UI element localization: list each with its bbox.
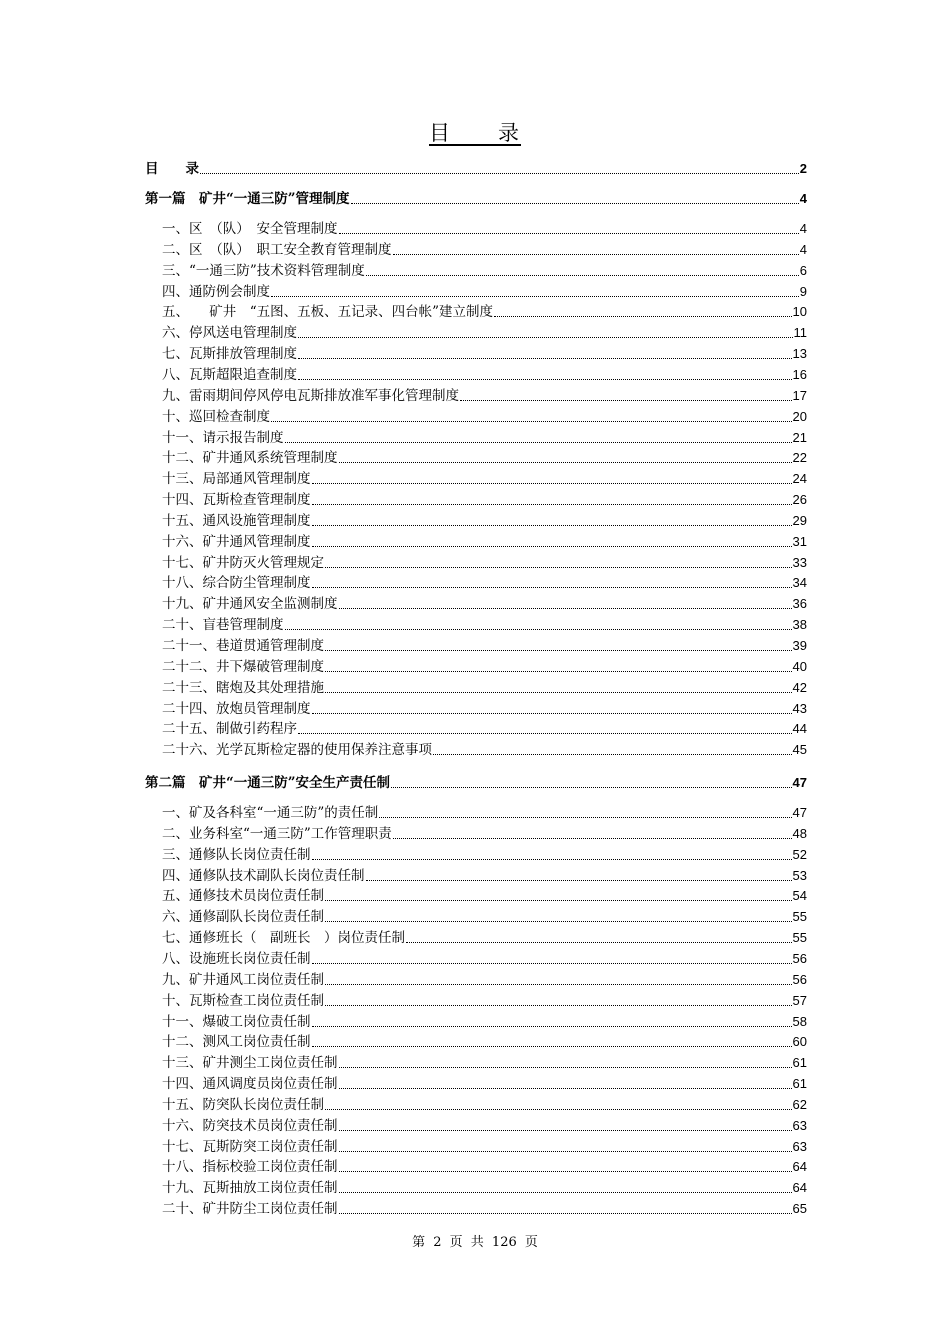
- toc-entry-page-number: 9: [799, 283, 807, 299]
- toc-entry-page-number: 64: [792, 1180, 807, 1196]
- toc-entry-page-number: 33: [792, 554, 807, 570]
- toc-entry-label: 十三、矿井测尘工岗位责任制: [162, 1055, 338, 1072]
- toc-entry[interactable]: [162, 1013, 807, 1031]
- toc-leader-dots: [339, 1171, 792, 1172]
- toc-entry[interactable]: [162, 491, 807, 509]
- toc-entry[interactable]: [162, 720, 807, 738]
- toc-entry[interactable]: [162, 574, 807, 592]
- toc-leader-dots: [325, 671, 792, 672]
- toc-entry[interactable]: [162, 992, 807, 1010]
- toc-entry[interactable]: [162, 679, 807, 697]
- toc-leader-dots: [312, 546, 792, 547]
- toc-leader-dots: [379, 817, 791, 818]
- toc-entry-page-number: 24: [792, 471, 807, 487]
- toc-leader-dots: [325, 921, 792, 922]
- toc-entry-label: 三、通修队长岗位责任制: [162, 846, 311, 863]
- toc-entry[interactable]: [162, 1054, 807, 1072]
- toc-leader-dots: [312, 1026, 792, 1027]
- toc-leader-dots: [312, 504, 792, 505]
- toc-entry[interactable]: [162, 700, 807, 718]
- toc-entry[interactable]: [162, 449, 807, 467]
- toc-leader-dots: [325, 567, 792, 568]
- toc-entry-label: 六、停风送电管理制度: [162, 325, 297, 342]
- toc-entry-page-number: 29: [792, 512, 807, 528]
- toc-leader-dots: [339, 1130, 792, 1131]
- toc-leader-dots: [339, 462, 792, 463]
- toc-entry-label: 八、设施班长岗位责任制: [162, 950, 311, 967]
- toc-leader-dots: [325, 984, 792, 985]
- toc-entry-label: 五、 矿井 “五图、五板、五记录、四台帐”建立制度: [162, 304, 494, 321]
- toc-entry[interactable]: [162, 804, 807, 822]
- toc-entry-page-number: 61: [792, 1076, 807, 1092]
- toc-entry-page-number: 63: [792, 1138, 807, 1154]
- toc-entry[interactable]: [162, 1075, 807, 1093]
- toc-entry-page-number: 56: [792, 971, 807, 987]
- toc-entry-page-number: 58: [792, 1013, 807, 1029]
- toc-leader-dots: [433, 754, 792, 755]
- toc-leader-dots: [460, 400, 792, 401]
- toc-entry[interactable]: [162, 867, 807, 885]
- toc-entry-label: 十八、指标校验工岗位责任制: [162, 1159, 338, 1176]
- toc-entry[interactable]: [162, 324, 807, 342]
- toc-leader-dots: [298, 733, 792, 734]
- toc-leader-dots: [339, 1151, 792, 1152]
- toc-entry-page-number: 40: [792, 658, 807, 674]
- toc-entry[interactable]: [162, 908, 807, 926]
- toc-entry-label: 十三、局部通风管理制度: [162, 471, 311, 488]
- toc-leader-dots: [325, 900, 792, 901]
- toc-entry-page-number: 65: [792, 1201, 807, 1217]
- toc-leader-dots: [351, 203, 799, 204]
- toc-entry-page-number: 4: [799, 221, 807, 236]
- toc-entry-page-number: 53: [792, 867, 807, 883]
- toc-entry-page-number: 63: [792, 1117, 807, 1133]
- toc-entry[interactable]: [162, 658, 807, 676]
- toc-leader-dots: [200, 173, 799, 174]
- toc-leader-dots: [285, 629, 792, 630]
- toc-entry-page-number: 45: [792, 742, 807, 758]
- toc-entry[interactable]: [162, 950, 807, 968]
- toc-leader-dots: [271, 296, 799, 297]
- toc-leader-dots: [312, 525, 792, 526]
- toc-leader-dots: [339, 1067, 792, 1068]
- toc-entry-label: 十、瓦斯检查工岗位责任制: [162, 992, 324, 1009]
- toc-entry-page-number: 60: [792, 1034, 807, 1050]
- toc-entry-label: 二十四、放炮员管理制度: [162, 700, 311, 717]
- toc-heading[interactable]: [145, 160, 807, 178]
- toc-entry[interactable]: [162, 1117, 807, 1135]
- toc-entry-page-number: 20: [792, 408, 807, 424]
- page-footer: 第 2 页 共 126 页: [412, 1235, 538, 1250]
- toc-leader-dots: [312, 1046, 792, 1047]
- toc-entry[interactable]: [162, 616, 807, 634]
- toc-entry-page-number: 43: [792, 700, 807, 716]
- toc-entry[interactable]: [162, 1200, 807, 1218]
- toc-entry[interactable]: [162, 429, 807, 447]
- toc-leader-dots: [298, 337, 793, 338]
- toc-entry-page-number: 64: [792, 1159, 807, 1175]
- toc-entry[interactable]: [162, 241, 807, 259]
- toc-entry-label: 三、“一通三防”技术资料管理制度: [162, 262, 365, 279]
- toc-entry-page-number: 61: [792, 1055, 807, 1071]
- toc-leader-dots: [339, 1192, 792, 1193]
- toc-entry[interactable]: [162, 825, 807, 843]
- toc-entry[interactable]: [162, 512, 807, 530]
- toc-entry[interactable]: [162, 929, 807, 947]
- toc-entry-page-number: 21: [792, 429, 807, 445]
- toc-entry-label: 二十六、光学瓦斯检定器的使用保养注意事项: [162, 742, 432, 759]
- page-title: [0, 117, 950, 147]
- toc-entry-page-number: 31: [792, 533, 807, 549]
- toc-entry-label: 十二、测风工岗位责任制: [162, 1034, 311, 1051]
- toc-entry-label: 十九、瓦斯抽放工岗位责任制: [162, 1180, 338, 1197]
- toc-entry[interactable]: [162, 595, 807, 613]
- toc-leader-dots: [312, 859, 792, 860]
- toc-entry[interactable]: [162, 887, 807, 905]
- toc-entry-page-number: 16: [792, 366, 807, 382]
- toc-leader-dots: [339, 608, 792, 609]
- toc-leader-dots: [312, 963, 792, 964]
- toc-entry-label: 二十三、瞎炮及其处理措施: [162, 679, 324, 696]
- toc-entry-page-number: 36: [792, 596, 807, 612]
- toc-entry[interactable]: [162, 283, 807, 301]
- toc-entry-label: 一、区 （队） 安全管理制度: [162, 221, 338, 237]
- toc-entry-label: 七、通修班长（ 副班长 ）岗位责任制: [162, 930, 405, 947]
- toc-entry-label: 十一、请示报告制度: [162, 429, 284, 446]
- toc-leader-dots: [325, 1005, 792, 1006]
- toc-entry-page-number: 2: [799, 161, 807, 176]
- toc-leader-dots: [406, 942, 792, 943]
- toc-entry-label: 二十五、制做引药程序: [162, 721, 297, 738]
- toc-leader-dots: [298, 358, 792, 359]
- toc-entry-page-number: 39: [792, 638, 807, 653]
- toc-leader-dots: [339, 233, 799, 234]
- toc-entry-label: 四、通防例会制度: [162, 283, 270, 300]
- toc-entry-label: 十九、矿井通风安全监测制度: [162, 596, 338, 613]
- toc-leader-dots: [325, 650, 792, 651]
- toc-entry-label: 八、瓦斯超限追查制度: [162, 366, 297, 383]
- toc-entry[interactable]: [162, 741, 807, 759]
- toc-entry-label: 四、通修队技术副队长岗位责任制: [162, 867, 365, 884]
- toc-leader-dots: [312, 483, 792, 484]
- toc-leader-dots: [271, 421, 792, 422]
- toc-entry-page-number: 57: [792, 992, 807, 1008]
- toc-entry[interactable]: [162, 1179, 807, 1197]
- toc-leader-dots: [393, 838, 792, 839]
- toc-entry[interactable]: [162, 408, 807, 426]
- toc-entry-label: 二十二、井下爆破管理制度: [162, 658, 324, 675]
- toc-leader-dots: [366, 275, 799, 276]
- toc-entry-label: 十、巡回检查制度: [162, 408, 270, 425]
- toc-heading[interactable]: [145, 774, 807, 792]
- toc-entry-label: 十六、矿井通风管理制度: [162, 533, 311, 550]
- toc-entry-label: 二十、盲巷管理制度: [162, 617, 284, 634]
- toc-leader-dots: [393, 254, 799, 255]
- toc-entry[interactable]: [162, 1138, 807, 1156]
- toc-entry-page-number: 47: [792, 805, 807, 820]
- toc-entry-label: 十二、矿井通风系统管理制度: [162, 450, 338, 467]
- toc-leader-dots: [285, 442, 792, 443]
- toc-entry-page-number: 6: [799, 262, 807, 278]
- toc-entry[interactable]: [162, 1096, 807, 1114]
- toc-entry-page-number: 34: [792, 575, 807, 591]
- toc-entry-label: 十六、防突技术员岗位责任制: [162, 1117, 338, 1134]
- toc-entry-label: 二十、矿井防尘工岗位责任制: [162, 1201, 338, 1218]
- toc-entry-label: 六、通修副队长岗位责任制: [162, 909, 324, 926]
- toc-entry[interactable]: [162, 971, 807, 989]
- toc-entry-label: 目 录: [145, 161, 199, 177]
- toc-leader-dots: [312, 587, 792, 588]
- toc-entry-page-number: 48: [792, 825, 807, 841]
- toc-entry-page-number: 4: [799, 241, 807, 257]
- toc-entry[interactable]: [162, 262, 807, 280]
- toc-entry-label: 十四、通风调度员岗位责任制: [162, 1076, 338, 1093]
- toc-entry-label: 十七、瓦斯防突工岗位责任制: [162, 1138, 338, 1155]
- toc-entry-page-number: 56: [792, 950, 807, 966]
- toc-entry[interactable]: [162, 533, 807, 551]
- toc-entry-page-number: 10: [792, 304, 807, 320]
- toc-entry-page-number: 22: [792, 450, 807, 466]
- toc-entry-page-number: 4: [799, 191, 807, 206]
- toc-leader-dots: [494, 316, 791, 317]
- toc-leader-dots: [298, 379, 792, 380]
- toc-entry-page-number: 38: [792, 617, 807, 633]
- toc-entry[interactable]: [162, 366, 807, 384]
- toc-entry[interactable]: [162, 303, 807, 321]
- toc-leader-dots: [312, 713, 792, 714]
- toc-entry-page-number: 11: [793, 325, 807, 341]
- toc-entry-label: 第一篇 矿井“一通三防”管理制度: [145, 191, 350, 207]
- toc-entry-page-number: 55: [792, 909, 807, 925]
- toc-entry-label: 五、通修技术员岗位责任制: [162, 888, 324, 905]
- toc-leader-dots: [325, 692, 792, 693]
- toc-entry[interactable]: [162, 220, 807, 238]
- toc-entry-label: 二、业务科室“一通三防”工作管理职责: [162, 825, 392, 842]
- toc-leader-dots: [366, 880, 792, 881]
- toc-entry[interactable]: [162, 345, 807, 363]
- toc-entry[interactable]: [162, 846, 807, 864]
- toc-entry-page-number: 44: [792, 721, 807, 737]
- toc-entry-label: 九、雷雨期间停风停电瓦斯排放准军事化管理制度: [162, 387, 459, 404]
- toc-entry[interactable]: [162, 554, 807, 572]
- toc-entry[interactable]: [162, 387, 807, 405]
- toc-entry-page-number: 52: [792, 846, 807, 862]
- toc-entry-label: 七、瓦斯排放管理制度: [162, 346, 297, 363]
- toc-entry-page-number: 55: [792, 930, 807, 946]
- toc-entry-label: 十五、防突队长岗位责任制: [162, 1096, 324, 1113]
- toc-entry-label: 二、区 （队） 职工安全教育管理制度: [162, 241, 392, 258]
- toc-leader-dots: [339, 1088, 792, 1089]
- toc-entry-label: 十八、综合防尘管理制度: [162, 575, 311, 592]
- toc-entry-page-number: 62: [792, 1096, 807, 1112]
- page-title-text: 目 录: [429, 121, 521, 145]
- toc-entry-page-number: 26: [792, 492, 807, 508]
- toc-entry[interactable]: [162, 1158, 807, 1176]
- toc-entry-label: 十七、矿井防灭火管理规定: [162, 554, 324, 571]
- toc-entry[interactable]: [162, 470, 807, 488]
- toc-entry-label: 十五、通风设施管理制度: [162, 512, 311, 529]
- toc-entry[interactable]: [162, 637, 807, 655]
- toc-entry-label: 第二篇 矿井“一通三防”安全生产责任制: [145, 775, 391, 791]
- toc-entry-label: 十一、爆破工岗位责任制: [162, 1013, 311, 1030]
- toc-leader-dots: [391, 787, 792, 788]
- toc-entry-page-number: 17: [792, 387, 807, 403]
- toc-entry-page-number: 54: [792, 888, 807, 904]
- toc-entry-label: 一、矿及各科室“一通三防”的责任制: [162, 805, 379, 821]
- toc-heading[interactable]: [145, 190, 807, 208]
- toc-leader-dots: [325, 1109, 792, 1110]
- toc-leader-dots: [339, 1213, 792, 1214]
- toc-entry-page-number: 47: [792, 775, 807, 790]
- toc-entry[interactable]: [162, 1033, 807, 1051]
- toc-entry-label: 十四、瓦斯检查管理制度: [162, 492, 311, 509]
- toc-entry-page-number: 13: [792, 346, 807, 362]
- toc-entry-page-number: 42: [792, 679, 807, 695]
- toc-entry-label: 二十一、巷道贯通管理制度: [162, 638, 324, 654]
- toc-entry-label: 九、矿井通风工岗位责任制: [162, 971, 324, 988]
